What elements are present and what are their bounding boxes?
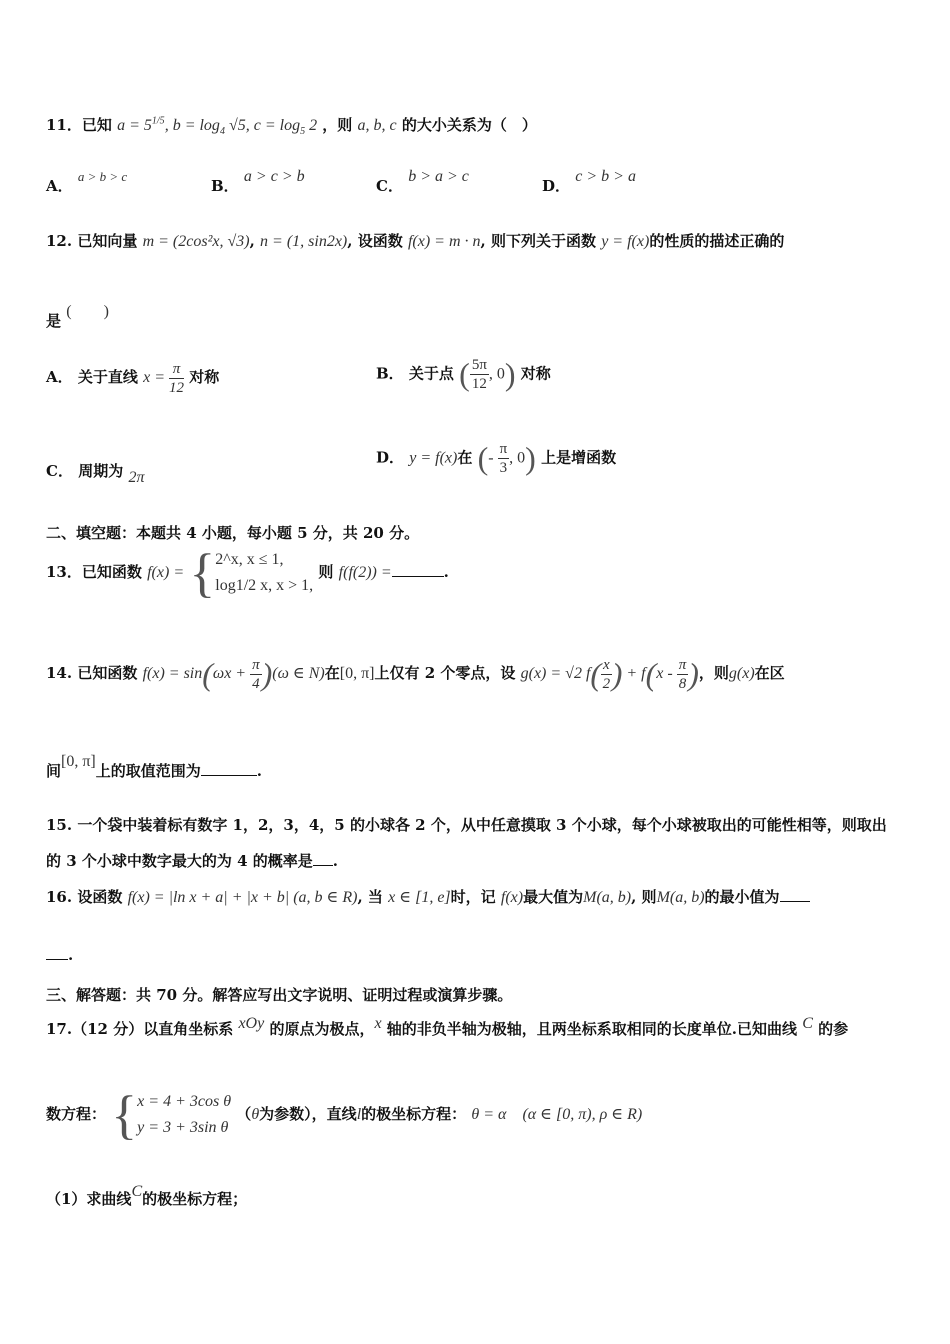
option-text-post: 对称 (520, 364, 551, 383)
q11-vars: a, b, c (357, 117, 397, 134)
q12-option-d[interactable]: D． y = f(x)在 (- $\frac{\pi}{3}$ , 0) 上是增函数 (376, 440, 617, 476)
q16-M: M(a, b) (583, 889, 632, 906)
q17-line1-mid: 的原点为极点， (269, 1020, 375, 1038)
q16-prefix: 16. 设函数 (46, 888, 123, 906)
q17-line2-mid3: 的极坐标方程： (361, 1105, 467, 1123)
q12-f-expr: f(x) = m · n (407, 233, 481, 250)
q16-stem-line2 (46, 946, 73, 964)
option-label: A． (46, 177, 73, 195)
q12-vector-n: n = (1, sin2x) (260, 233, 348, 250)
q12-option-c[interactable] (46, 460, 145, 486)
q17-line1-mid2: 轴的非负半轴为极轴，且两坐标系取相同的长度单位.已知曲线 (386, 1020, 798, 1038)
q12-mid2: , 则下列关于函数 (480, 232, 596, 250)
q16-mid4: , 则 (631, 888, 657, 906)
q15-line2 (46, 850, 338, 871)
q11-option-c[interactable] (376, 165, 469, 195)
paren-close: ) (504, 356, 516, 392)
q14-interval-2: [0, π] (61, 753, 96, 770)
q15-end: . (332, 852, 338, 870)
q13-stem (46, 543, 449, 603)
q16-answer-blank[interactable] (780, 901, 810, 902)
q13-prefix: 13．已知函数 (46, 563, 142, 581)
q16-end: . (68, 946, 74, 964)
option-text-post: 上是增函数 (541, 448, 617, 467)
q17-line2 (46, 1085, 643, 1145)
option-text-pre: 关于点 (408, 364, 454, 383)
q12-tail: 的性质的描述正确的 (649, 232, 785, 250)
option-expr: b > a > c (408, 168, 469, 185)
q11-suffix: ，则 (322, 116, 353, 134)
q14-interval: [0, π] (339, 665, 375, 683)
q17-line1-pre: 17.（12 分）以直角坐标系 (46, 1020, 234, 1038)
option-expr: c > b > a (575, 168, 636, 185)
q11-stem (46, 114, 537, 137)
q14-prefix: 14. 已知函数 (46, 664, 138, 683)
q17-xoy: xOy (238, 1015, 265, 1032)
q11-end: 的大小关系为（ ） (401, 116, 537, 134)
option-text-pre: 周期为 (78, 462, 124, 480)
q16-f-expr: f(x) = |ln x + a| + |x + b| (a, b ∈ R) (127, 889, 358, 906)
q17-param2: y = 3 + 3sin θ (137, 1119, 229, 1136)
option-label: D． (376, 448, 405, 467)
q17-sub1 (46, 1180, 248, 1208)
q14-end: . (256, 762, 262, 780)
q14-f-expr: f(x) = sin(ωx + $\frac{\pi}{4}$ )(ω ∈ N) (142, 656, 325, 692)
paren-open: ( (477, 440, 489, 476)
q16-answer-blank-2[interactable] (46, 959, 68, 960)
q12-stem: 12. 已知向量 m = (2cos²x, √3), n = (1, sin2x), 设函数 f(x) = m · n, 则下列关于函数 y = f(x)的性质的描述正确的 (46, 232, 785, 250)
q17-param1: x = 4 + 3cos θ (137, 1093, 232, 1110)
q12-y-expr: y = f(x) (601, 233, 650, 250)
q12-option-b[interactable]: B． 关于点 ( $\frac{5\pi}{12}$ , 0) 对称 (376, 356, 551, 392)
q16-M-2: M(a, b) (656, 889, 705, 906)
q13-cases (215, 547, 313, 599)
q17-param-system (137, 1089, 231, 1141)
q17-theta: θ (251, 1106, 260, 1123)
q14-mid3: ，则 (698, 664, 729, 683)
q11-option-d[interactable] (542, 165, 636, 195)
q12-prefix: 12. 已知向量 (46, 232, 138, 250)
q14-mid2: 上仅有 2 个零点，设 (374, 664, 516, 683)
q12-mid: , 设函数 (347, 232, 403, 250)
paren-close: ) (525, 440, 536, 476)
paren-open: ( (459, 356, 470, 392)
option-expr: a > b > c (77, 169, 128, 184)
q14-line2-post: 上的取值范围为 (95, 762, 201, 780)
q14-stem (46, 656, 785, 693)
q16-domain: x ∈ [1, e] (388, 889, 451, 906)
q17-sub1-pre: （1）求曲线 (46, 1190, 132, 1208)
section-2-heading: 二、填空题：本题共 4 小题，每小题 5 分，共 20 分。 (46, 524, 420, 542)
option-expr: x = $\frac{\pi}{12}$ (143, 361, 185, 396)
q12-option-a[interactable] (46, 360, 219, 397)
q13-end: . (443, 563, 449, 581)
option-label: C． (46, 462, 73, 480)
q15-line2-text: 的 3 个小球中数字最大的为 4 的概率是 (46, 852, 313, 870)
q16-f-name: f(x) (500, 889, 524, 906)
q16-tail: 的最小值为 (704, 888, 780, 906)
q12-vector-m: m = (2cos²x, √3) (142, 233, 250, 250)
q11-option-b[interactable] (211, 165, 305, 195)
q14-g-expr: g(x) = √2 f( $\frac{x}{2}$ ) + f(x - $\frac{\pi}{8}$ ) (520, 656, 699, 692)
option-label: A． (46, 368, 73, 387)
q14-answer-blank[interactable] (201, 775, 257, 776)
q13-f-lhs: f(x) = (147, 564, 185, 581)
q14-line2-pre: 间 (46, 762, 62, 780)
q11-option-a[interactable] (46, 165, 128, 195)
section-3-heading: 三、解答题：共 70 分。解答应写出文字说明、证明过程或演算步骤。 (46, 986, 513, 1004)
option-text-pre: 关于直线 (77, 368, 138, 387)
q14-mid: 在 (324, 664, 340, 683)
option-interval: $\frac{\pi}{3}$ (499, 441, 508, 476)
q17-l: l (356, 1106, 362, 1123)
q17-line2-pre: 数方程： (46, 1105, 107, 1123)
q17-sub1-post: 的极坐标方程； (142, 1190, 248, 1208)
q14-tail: 在区 (754, 664, 785, 683)
q11-expr: $a = 5^{1/5}$, $b = \log_4 √5$, $c = \log_5 2$ (117, 115, 318, 138)
q14-stem-line2 (46, 753, 262, 781)
option-label: C． (376, 177, 403, 195)
q13-mid: 则 (318, 563, 334, 581)
option-label: B． (376, 364, 404, 383)
q16-stem (46, 886, 810, 907)
q17-polar: θ = α (α ∈ [0, π), ρ ∈ R) (471, 1106, 643, 1123)
q13-case2: log1/2 x, x > 1, (215, 577, 314, 594)
q17-xvar: x (374, 1015, 382, 1032)
option-expr: $\frac{5\pi}{12}$ (471, 357, 487, 392)
q17-line1-post: 的参 (818, 1020, 849, 1038)
option-expr: a > c > b (243, 168, 305, 185)
brace-icon: { (111, 1085, 138, 1145)
q16-mid2: 时，记 (450, 888, 496, 906)
q13-ask: f(f(2)) = (338, 564, 392, 581)
q13-case1: 2^x, x ≤ 1, (215, 551, 284, 568)
brace-icon: { (189, 543, 216, 603)
option-text-post: 对称 (189, 368, 220, 387)
q12-tail2: 是 (46, 312, 62, 330)
q15-answer-blank[interactable] (313, 865, 333, 866)
option-text-mid: 在 (457, 448, 473, 467)
option-label: B． (211, 177, 239, 195)
q13-answer-blank[interactable] (392, 576, 444, 577)
q14-g-name: g(x) (728, 665, 755, 683)
q15-line1: 15. 一个袋中装着标有数字 1，2，3，4，5 的小球各 2 个，从中任意摸取 3 个小球，每个小球被取出的可能性相等，则取出 (46, 816, 887, 834)
q17-line2-mid2: 为参数），直线 (259, 1105, 357, 1123)
q17-C: C (802, 1015, 813, 1032)
q16-mid3: 最大值为 (523, 888, 584, 906)
q17-line2-mid: （ (236, 1105, 252, 1123)
q17-line1 (46, 1012, 849, 1038)
option-label: D． (542, 177, 571, 195)
option-expr: y = f(x) (409, 449, 458, 467)
q11-prefix: 11．已知 (46, 116, 112, 134)
q12-paren: ( ) (66, 303, 109, 320)
q17-C-2: C (131, 1183, 143, 1200)
q16-mid: , 当 (357, 888, 383, 906)
option-expr: 2π (128, 469, 145, 486)
q12-stem-line2 (46, 298, 109, 330)
